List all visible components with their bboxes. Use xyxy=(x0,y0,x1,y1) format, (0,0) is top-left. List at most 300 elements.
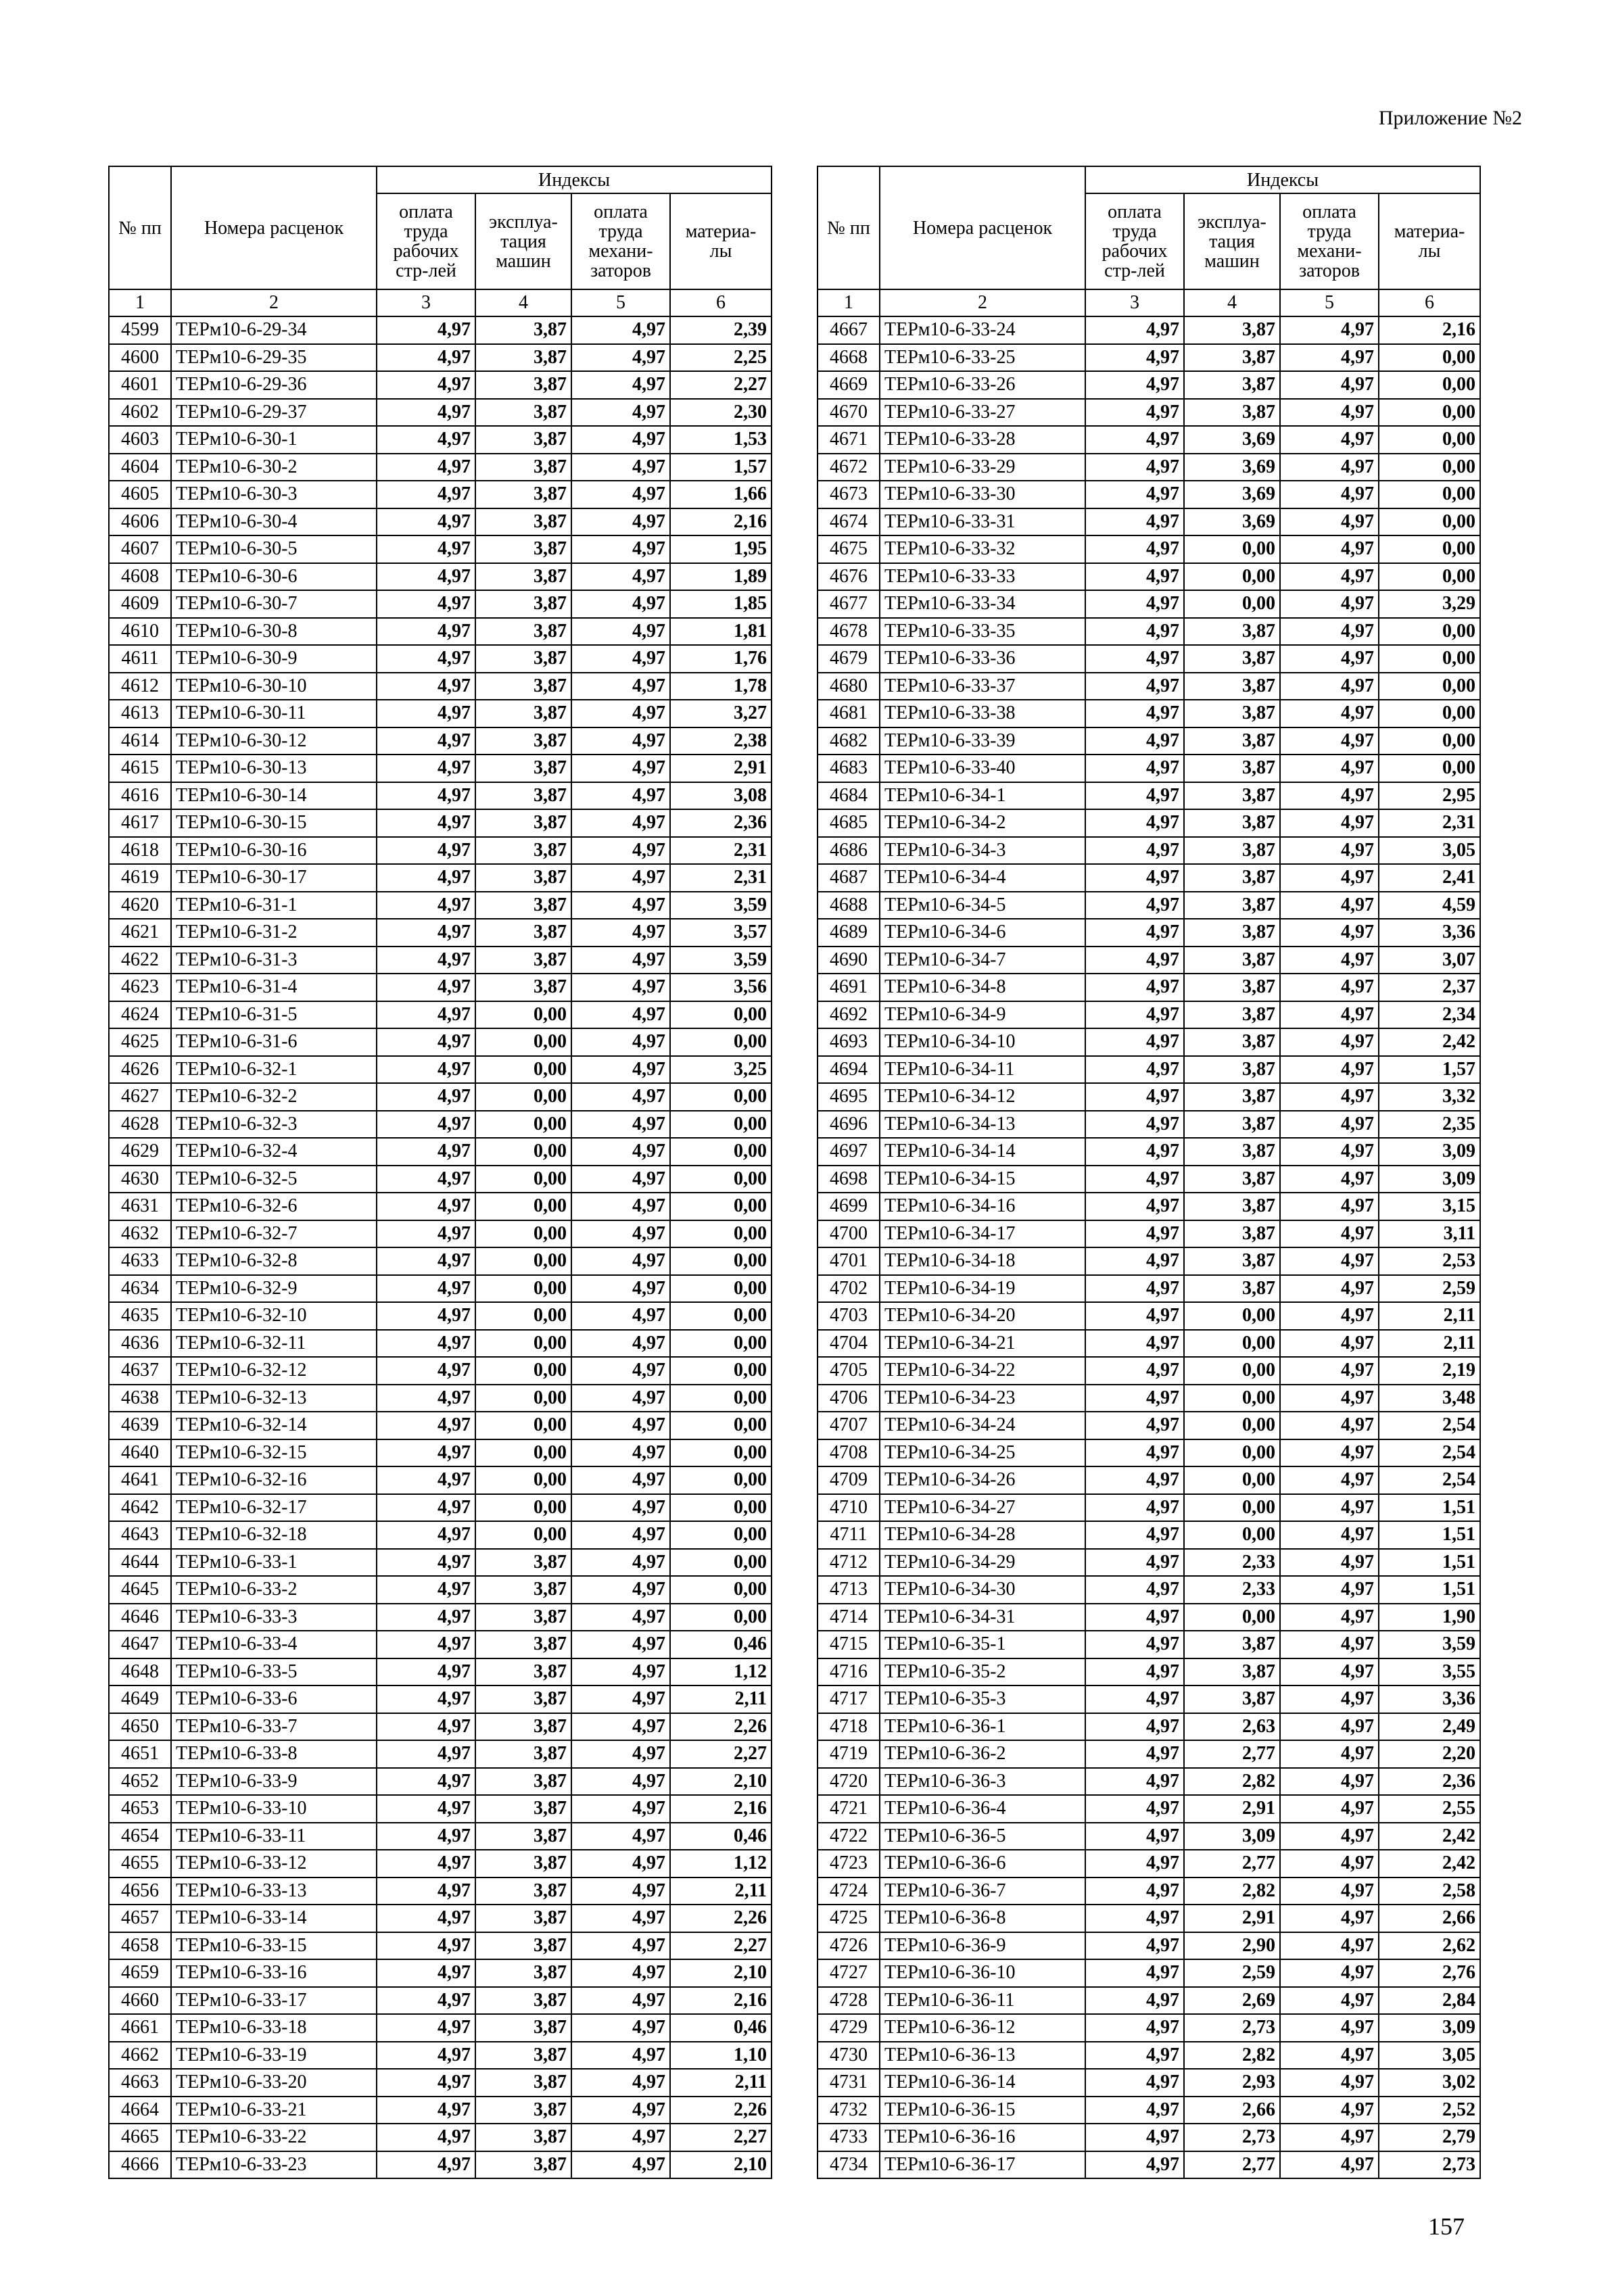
row-number-cell: 4607 xyxy=(109,535,171,563)
price-code-cell: ТЕРм10-6-34-11 xyxy=(880,1056,1085,1084)
operators-index-cell: 4,97 xyxy=(1280,1357,1379,1385)
row-number-cell: 4599 xyxy=(109,316,171,344)
row-number-cell: 4722 xyxy=(818,1823,880,1850)
price-code-cell: ТЕРм10-6-36-2 xyxy=(880,1740,1085,1768)
machines-index-cell: 3,87 xyxy=(475,2014,571,2042)
row-number-cell: 4666 xyxy=(109,2151,171,2179)
table-row xyxy=(109,755,772,782)
table-row xyxy=(818,1521,1480,1549)
row-number-cell: 4681 xyxy=(818,700,880,727)
price-code-cell: ТЕРм10-6-33-18 xyxy=(171,2014,377,2042)
table-row xyxy=(818,1795,1480,1823)
labor-index-cell: 4,97 xyxy=(1085,1330,1184,1358)
materials-index-cell: 2,55 xyxy=(1379,1795,1480,1823)
row-number-cell: 4652 xyxy=(109,1768,171,1796)
operators-index-cell: 4,97 xyxy=(1280,1823,1379,1850)
labor-index-cell: 4,97 xyxy=(1085,1576,1184,1604)
row-number-cell: 4631 xyxy=(109,1193,171,1220)
table-row xyxy=(818,1193,1480,1220)
table-row xyxy=(818,399,1480,427)
materials-index-cell: 0,00 xyxy=(1379,755,1480,782)
table-row xyxy=(109,1466,772,1494)
row-number-cell: 4663 xyxy=(109,2069,171,2097)
price-code-cell: ТЕРм10-6-30-2 xyxy=(171,454,377,481)
price-code-cell: ТЕРм10-6-33-35 xyxy=(880,618,1085,646)
labor-index-cell: 4,97 xyxy=(377,2151,475,2179)
price-code-cell: ТЕРм10-6-33-37 xyxy=(880,673,1085,700)
col-labor-header: оплата труда рабочих стр-лей xyxy=(377,193,475,289)
materials-index-cell: 2,52 xyxy=(1379,2097,1480,2124)
materials-index-cell: 0,00 xyxy=(670,1521,772,1549)
labor-index-cell: 4,97 xyxy=(1085,2042,1184,2070)
machines-index-cell: 0,00 xyxy=(1184,1330,1280,1358)
row-number-cell: 4641 xyxy=(109,1466,171,1494)
materials-index-cell: 2,11 xyxy=(670,1878,772,1905)
labor-index-cell: 4,97 xyxy=(377,809,475,837)
price-code-cell: ТЕРм10-6-30-1 xyxy=(171,426,377,454)
row-number-cell: 4603 xyxy=(109,426,171,454)
table-row xyxy=(109,1385,772,1412)
price-code-cell: ТЕРм10-6-33-4 xyxy=(171,1631,377,1658)
materials-index-cell: 2,31 xyxy=(1379,809,1480,837)
materials-index-cell: 2,54 xyxy=(1379,1439,1480,1467)
col-materials-header: материа-лы xyxy=(670,193,772,289)
materials-index-cell: 1,51 xyxy=(1379,1549,1480,1577)
operators-index-cell: 4,97 xyxy=(1280,454,1379,481)
labor-index-cell: 4,97 xyxy=(377,1878,475,1905)
table-row xyxy=(818,426,1480,454)
materials-index-cell: 0,46 xyxy=(670,2014,772,2042)
table-row xyxy=(109,727,772,755)
machines-index-cell: 3,87 xyxy=(1184,1138,1280,1166)
labor-index-cell: 4,97 xyxy=(377,1987,475,2015)
table-row xyxy=(109,1604,772,1631)
operators-index-cell: 4,97 xyxy=(571,755,670,782)
materials-index-cell: 2,66 xyxy=(1379,1905,1480,1932)
materials-index-cell: 0,00 xyxy=(670,1001,772,1029)
labor-index-cell: 4,97 xyxy=(377,1850,475,1878)
materials-index-cell: 2,42 xyxy=(1379,1028,1480,1056)
table-row xyxy=(109,2014,772,2042)
operators-index-cell: 4,97 xyxy=(1280,316,1379,344)
materials-index-cell: 1,78 xyxy=(670,673,772,700)
machines-index-cell: 3,87 xyxy=(475,508,571,536)
machines-index-cell: 3,87 xyxy=(475,454,571,481)
row-number-cell: 4713 xyxy=(818,1576,880,1604)
table-row xyxy=(109,1685,772,1713)
table-row xyxy=(109,1412,772,1439)
table-row xyxy=(109,1576,772,1604)
materials-index-cell: 2,58 xyxy=(1379,1878,1480,1905)
labor-index-cell: 4,97 xyxy=(377,371,475,399)
operators-index-cell: 4,97 xyxy=(571,1330,670,1358)
price-code-cell: ТЕРм10-6-32-1 xyxy=(171,1056,377,1084)
row-number-cell: 4618 xyxy=(109,837,171,865)
machines-index-cell: 0,00 xyxy=(1184,1604,1280,1631)
price-code-cell: ТЕРм10-6-32-17 xyxy=(171,1494,377,1522)
materials-index-cell: 2,27 xyxy=(670,1740,772,1768)
operators-index-cell: 4,97 xyxy=(1280,1385,1379,1412)
machines-index-cell: 3,87 xyxy=(475,673,571,700)
labor-index-cell: 4,97 xyxy=(1085,454,1184,481)
price-code-cell: ТЕРм10-6-30-10 xyxy=(171,673,377,700)
table-row xyxy=(818,1083,1480,1111)
row-number-cell: 4609 xyxy=(109,590,171,618)
table-row xyxy=(109,481,772,508)
labor-index-cell: 4,97 xyxy=(1085,344,1184,372)
table-row xyxy=(109,1357,772,1385)
row-number-cell: 4612 xyxy=(109,673,171,700)
materials-index-cell: 0,00 xyxy=(1379,481,1480,508)
materials-index-cell: 0,00 xyxy=(670,1385,772,1412)
labor-index-cell: 4,97 xyxy=(1085,2151,1184,2179)
materials-index-cell: 2,91 xyxy=(670,755,772,782)
labor-index-cell: 4,97 xyxy=(377,947,475,974)
price-code-cell: ТЕРм10-6-34-21 xyxy=(880,1330,1085,1358)
row-number-cell: 4651 xyxy=(109,1740,171,1768)
table-row xyxy=(818,1549,1480,1577)
materials-index-cell: 1,90 xyxy=(1379,1604,1480,1631)
labor-index-cell: 4,97 xyxy=(377,727,475,755)
labor-index-cell: 4,97 xyxy=(377,508,475,536)
machines-index-cell: 0,00 xyxy=(475,1385,571,1412)
machines-index-cell: 3,87 xyxy=(475,618,571,646)
materials-index-cell: 2,30 xyxy=(670,399,772,427)
table-row xyxy=(818,481,1480,508)
table-row xyxy=(109,590,772,618)
materials-index-cell: 1,66 xyxy=(670,481,772,508)
labor-index-cell: 4,97 xyxy=(377,344,475,372)
machines-index-cell: 0,00 xyxy=(475,1302,571,1330)
machines-index-cell: 3,69 xyxy=(1184,508,1280,536)
row-number-cell: 4604 xyxy=(109,454,171,481)
materials-index-cell: 2,31 xyxy=(670,837,772,865)
price-code-cell: ТЕРм10-6-31-2 xyxy=(171,919,377,947)
row-number-cell: 4656 xyxy=(109,1878,171,1905)
table-row xyxy=(109,1056,772,1084)
operators-index-cell: 4,97 xyxy=(571,1740,670,1768)
col-number-label: 4 xyxy=(1184,289,1280,316)
materials-index-cell: 0,00 xyxy=(1379,563,1480,591)
table-row xyxy=(818,535,1480,563)
operators-index-cell: 4,97 xyxy=(1280,344,1379,372)
price-code-cell: ТЕРм10-6-33-27 xyxy=(880,399,1085,427)
operators-index-cell: 4,97 xyxy=(1280,1494,1379,1522)
price-code-cell: ТЕРм10-6-34-14 xyxy=(880,1138,1085,1166)
materials-index-cell: 3,32 xyxy=(1379,1083,1480,1111)
operators-index-cell: 4,97 xyxy=(1280,399,1379,427)
materials-index-cell: 2,11 xyxy=(670,2069,772,2097)
operators-index-cell: 4,97 xyxy=(571,426,670,454)
operators-index-cell: 4,97 xyxy=(1280,1959,1379,1987)
materials-index-cell: 2,11 xyxy=(1379,1330,1480,1358)
operators-index-cell: 4,97 xyxy=(571,481,670,508)
price-code-cell: ТЕРм10-6-30-14 xyxy=(171,782,377,810)
price-code-cell: ТЕРм10-6-36-12 xyxy=(880,2014,1085,2042)
operators-index-cell: 4,97 xyxy=(1280,481,1379,508)
machines-index-cell: 3,87 xyxy=(475,1549,571,1577)
operators-index-cell: 4,97 xyxy=(1280,2042,1379,2070)
price-code-cell: ТЕРм10-6-36-10 xyxy=(880,1959,1085,1987)
price-code-cell: ТЕРм10-6-36-9 xyxy=(880,1932,1085,1960)
labor-index-cell: 4,97 xyxy=(1085,673,1184,700)
materials-index-cell: 2,36 xyxy=(670,809,772,837)
row-number-cell: 4622 xyxy=(109,947,171,974)
table-row xyxy=(818,1740,1480,1768)
table-row xyxy=(818,344,1480,372)
price-code-cell: ТЕРм10-6-36-7 xyxy=(880,1878,1085,1905)
materials-index-cell: 0,00 xyxy=(670,1466,772,1494)
labor-index-cell: 4,97 xyxy=(377,1193,475,1220)
operators-index-cell: 4,97 xyxy=(571,1823,670,1850)
machines-index-cell: 0,00 xyxy=(475,1001,571,1029)
labor-index-cell: 4,97 xyxy=(1085,2097,1184,2124)
machines-index-cell: 0,00 xyxy=(1184,535,1280,563)
table-row xyxy=(109,1494,772,1522)
table-row xyxy=(818,727,1480,755)
row-number-cell: 4628 xyxy=(109,1111,171,1139)
row-number-cell: 4723 xyxy=(818,1850,880,1878)
price-code-cell: ТЕРм10-6-33-16 xyxy=(171,1959,377,1987)
row-number-cell: 4605 xyxy=(109,481,171,508)
materials-index-cell: 0,00 xyxy=(670,1166,772,1193)
machines-index-cell: 0,00 xyxy=(1184,1494,1280,1522)
row-number-cell: 4661 xyxy=(109,2014,171,2042)
price-code-cell: ТЕРм10-6-33-23 xyxy=(171,2151,377,2179)
row-number-cell: 4626 xyxy=(109,1056,171,1084)
row-number-cell: 4719 xyxy=(818,1740,880,1768)
table-row xyxy=(109,1439,772,1467)
operators-index-cell: 4,97 xyxy=(1280,1247,1379,1275)
machines-index-cell: 2,91 xyxy=(1184,1795,1280,1823)
price-code-cell: ТЕРм10-6-33-3 xyxy=(171,1604,377,1631)
table-row xyxy=(818,673,1480,700)
price-code-cell: ТЕРм10-6-34-4 xyxy=(880,864,1085,892)
machines-index-cell: 0,00 xyxy=(475,1083,571,1111)
price-code-cell: ТЕРм10-6-31-6 xyxy=(171,1028,377,1056)
price-code-cell: ТЕРм10-6-33-38 xyxy=(880,700,1085,727)
materials-index-cell: 3,57 xyxy=(670,919,772,947)
materials-index-cell: 0,00 xyxy=(1379,618,1480,646)
operators-index-cell: 4,97 xyxy=(571,535,670,563)
table-row xyxy=(109,344,772,372)
machines-index-cell: 3,87 xyxy=(475,947,571,974)
row-number-cell: 4629 xyxy=(109,1138,171,1166)
table-row xyxy=(818,590,1480,618)
machines-index-cell: 3,87 xyxy=(475,1658,571,1686)
materials-index-cell: 0,00 xyxy=(670,1412,772,1439)
price-code-cell: ТЕРм10-6-34-2 xyxy=(880,809,1085,837)
price-code-cell: ТЕРм10-6-36-13 xyxy=(880,2042,1085,2070)
machines-index-cell: 3,87 xyxy=(475,2124,571,2151)
machines-index-cell: 3,87 xyxy=(475,2042,571,2070)
machines-index-cell: 2,73 xyxy=(1184,2124,1280,2151)
row-number-cell: 4659 xyxy=(109,1959,171,1987)
labor-index-cell: 4,97 xyxy=(1085,755,1184,782)
machines-index-cell: 3,87 xyxy=(1184,809,1280,837)
machines-index-cell: 3,87 xyxy=(475,371,571,399)
table-row xyxy=(109,1302,772,1330)
materials-index-cell: 0,00 xyxy=(1379,454,1480,481)
col-number-label: 5 xyxy=(1280,289,1379,316)
machines-index-cell: 2,69 xyxy=(1184,1987,1280,2015)
labor-index-cell: 4,97 xyxy=(377,2014,475,2042)
labor-index-cell: 4,97 xyxy=(377,316,475,344)
row-number-cell: 4670 xyxy=(818,399,880,427)
labor-index-cell: 4,97 xyxy=(377,864,475,892)
operators-index-cell: 4,97 xyxy=(571,864,670,892)
row-number-cell: 4611 xyxy=(109,645,171,673)
price-code-cell: ТЕРм10-6-34-29 xyxy=(880,1549,1085,1577)
table-row xyxy=(818,1330,1480,1358)
price-code-cell: ТЕРм10-6-29-34 xyxy=(171,316,377,344)
operators-index-cell: 4,97 xyxy=(1280,2014,1379,2042)
operators-index-cell: 4,97 xyxy=(571,1959,670,1987)
materials-index-cell: 1,53 xyxy=(670,426,772,454)
table-row xyxy=(109,1220,772,1248)
labor-index-cell: 4,97 xyxy=(1085,1302,1184,1330)
row-number-cell: 4685 xyxy=(818,809,880,837)
table-row xyxy=(109,1631,772,1658)
row-number-cell: 4614 xyxy=(109,727,171,755)
table-row xyxy=(818,1111,1480,1139)
table-row xyxy=(818,782,1480,810)
price-code-cell: ТЕРм10-6-32-8 xyxy=(171,1247,377,1275)
table-row xyxy=(109,1330,772,1358)
row-number-cell: 4650 xyxy=(109,1713,171,1741)
operators-index-cell: 4,97 xyxy=(1280,1111,1379,1139)
operators-index-cell: 4,97 xyxy=(1280,1220,1379,1248)
machines-index-cell: 3,87 xyxy=(1184,399,1280,427)
price-code-cell: ТЕРм10-6-33-22 xyxy=(171,2124,377,2151)
materials-index-cell: 0,00 xyxy=(1379,535,1480,563)
operators-index-cell: 4,97 xyxy=(571,1028,670,1056)
labor-index-cell: 4,97 xyxy=(377,1166,475,1193)
machines-index-cell: 3,87 xyxy=(475,426,571,454)
labor-index-cell: 4,97 xyxy=(1085,1768,1184,1796)
price-code-cell: ТЕРм10-6-34-9 xyxy=(880,1001,1085,1029)
row-number-cell: 4714 xyxy=(818,1604,880,1631)
row-number-cell: 4674 xyxy=(818,508,880,536)
materials-index-cell: 2,35 xyxy=(1379,1111,1480,1139)
labor-index-cell: 4,97 xyxy=(1085,700,1184,727)
row-number-cell: 4665 xyxy=(109,2124,171,2151)
labor-index-cell: 4,97 xyxy=(1085,1932,1184,1960)
labor-index-cell: 4,97 xyxy=(1085,1138,1184,1166)
materials-index-cell: 2,37 xyxy=(1379,974,1480,1001)
operators-index-cell: 4,97 xyxy=(571,1685,670,1713)
row-number-cell: 4731 xyxy=(818,2069,880,2097)
labor-index-cell: 4,97 xyxy=(1085,645,1184,673)
price-code-cell: ТЕРм10-6-33-10 xyxy=(171,1795,377,1823)
machines-index-cell: 3,87 xyxy=(475,316,571,344)
price-code-cell: ТЕРм10-6-33-31 xyxy=(880,508,1085,536)
materials-index-cell: 3,09 xyxy=(1379,1138,1480,1166)
materials-index-cell: 2,76 xyxy=(1379,1959,1480,1987)
row-number-cell: 4728 xyxy=(818,1987,880,2015)
table-row xyxy=(109,645,772,673)
operators-index-cell: 4,97 xyxy=(571,1631,670,1658)
materials-index-cell: 2,27 xyxy=(670,371,772,399)
row-number-cell: 4721 xyxy=(818,1795,880,1823)
labor-index-cell: 4,97 xyxy=(1085,864,1184,892)
machines-index-cell: 0,00 xyxy=(475,1028,571,1056)
table-row xyxy=(818,1385,1480,1412)
operators-index-cell: 4,97 xyxy=(571,1001,670,1029)
machines-index-cell: 0,00 xyxy=(1184,590,1280,618)
operators-index-cell: 4,97 xyxy=(571,1275,670,1303)
materials-index-cell: 0,00 xyxy=(670,1330,772,1358)
table-row xyxy=(818,1056,1480,1084)
row-number-cell: 4696 xyxy=(818,1111,880,1139)
materials-index-cell: 0,00 xyxy=(670,1247,772,1275)
row-number-cell: 4694 xyxy=(818,1056,880,1084)
row-number-cell: 4606 xyxy=(109,508,171,536)
price-code-cell: ТЕРм10-6-34-7 xyxy=(880,947,1085,974)
machines-index-cell: 3,87 xyxy=(1184,645,1280,673)
table-row xyxy=(109,1850,772,1878)
price-code-cell: ТЕРм10-6-32-9 xyxy=(171,1275,377,1303)
operators-index-cell: 4,97 xyxy=(1280,1878,1379,1905)
operators-index-cell: 4,97 xyxy=(1280,673,1379,700)
machines-index-cell: 3,69 xyxy=(1184,426,1280,454)
row-number-cell: 4684 xyxy=(818,782,880,810)
col-number-label: 3 xyxy=(377,289,475,316)
row-number-cell: 4705 xyxy=(818,1357,880,1385)
row-number-cell: 4664 xyxy=(109,2097,171,2124)
machines-index-cell: 3,87 xyxy=(475,727,571,755)
row-number-cell: 4623 xyxy=(109,974,171,1001)
price-code-cell: ТЕРм10-6-32-18 xyxy=(171,1521,377,1549)
operators-index-cell: 4,97 xyxy=(1280,755,1379,782)
labor-index-cell: 4,97 xyxy=(1085,1111,1184,1139)
machines-index-cell: 0,00 xyxy=(1184,563,1280,591)
row-number-cell: 4645 xyxy=(109,1576,171,1604)
materials-index-cell: 0,00 xyxy=(1379,700,1480,727)
machines-index-cell: 3,87 xyxy=(475,2097,571,2124)
machines-index-cell: 0,00 xyxy=(1184,1521,1280,1549)
table-row xyxy=(109,700,772,727)
labor-index-cell: 4,97 xyxy=(1085,1385,1184,1412)
table-row xyxy=(109,563,772,591)
price-code-cell: ТЕРм10-6-30-8 xyxy=(171,618,377,646)
table-row xyxy=(109,1001,772,1029)
row-number-cell: 4683 xyxy=(818,755,880,782)
machines-index-cell: 3,87 xyxy=(475,1850,571,1878)
table-row xyxy=(109,1111,772,1139)
price-code-cell: ТЕРм10-6-34-24 xyxy=(880,1412,1085,1439)
row-number-cell: 4654 xyxy=(109,1823,171,1850)
operators-index-cell: 4,97 xyxy=(1280,864,1379,892)
materials-index-cell: 0,00 xyxy=(670,1275,772,1303)
row-number-cell: 4702 xyxy=(818,1275,880,1303)
materials-index-cell: 3,05 xyxy=(1379,2042,1480,2070)
price-code-cell: ТЕРм10-6-34-6 xyxy=(880,919,1085,947)
table-row xyxy=(818,1823,1480,1850)
right-table-body xyxy=(818,316,1480,2178)
materials-index-cell: 3,36 xyxy=(1379,1685,1480,1713)
row-number-cell: 4625 xyxy=(109,1028,171,1056)
materials-index-cell: 2,79 xyxy=(1379,2124,1480,2151)
machines-index-cell: 2,33 xyxy=(1184,1576,1280,1604)
row-number-cell: 4627 xyxy=(109,1083,171,1111)
materials-index-cell: 2,49 xyxy=(1379,1713,1480,1741)
machines-index-cell: 3,87 xyxy=(1184,727,1280,755)
operators-index-cell: 4,97 xyxy=(1280,426,1379,454)
operators-index-cell: 4,97 xyxy=(1280,1056,1379,1084)
machines-index-cell: 0,00 xyxy=(475,1138,571,1166)
materials-index-cell: 0,00 xyxy=(1379,673,1480,700)
